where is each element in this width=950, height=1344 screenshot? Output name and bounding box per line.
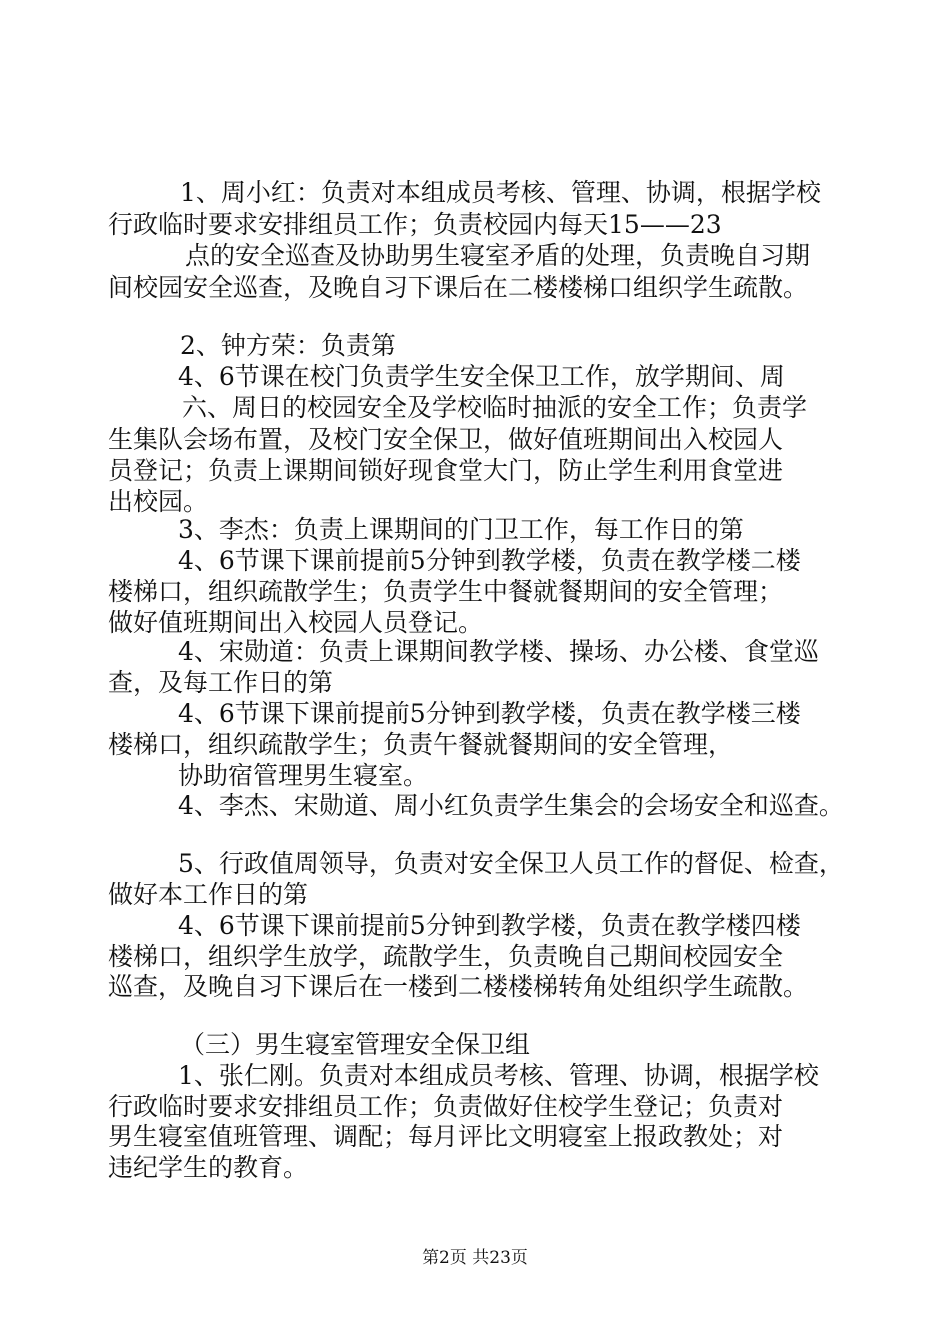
text-line: 4、6节课在校门负责学生安全保卫工作，放学期间、周	[178, 362, 785, 391]
text-line: 行政临时要求安排组员工作；负责校园内每天15——23	[108, 210, 722, 239]
text-line: 做好本工作日的第	[108, 880, 309, 909]
text-line: 巡查，及晚自习下课后在一楼到二楼楼梯转角处组织学生疏散。	[108, 972, 809, 1001]
text-line: 4、6节课下课前提前5分钟到教学楼，负责在教学楼三楼	[178, 699, 801, 728]
text-line: 生集队会场布置，及校门安全保卫，做好值班期间出入校园人	[108, 425, 784, 454]
text-line: 1、周小红：负责对本组成员考核、管理、协调，根据学校	[180, 178, 821, 207]
text-line: 六、周日的校园安全及学校临时抽派的安全工作；负责学	[182, 393, 808, 422]
text-line: 4、6节课下课前提前5分钟到教学楼，负责在教学楼二楼	[178, 546, 801, 575]
text-line: 员登记；负责上课期间锁好现食堂大门，防止学生利用食堂进	[108, 456, 784, 485]
text-line: 5、行政值周领导，负责对安全保卫人员工作的督促、检查，	[178, 849, 844, 878]
text-line: 违纪学生的教育。	[108, 1153, 309, 1182]
text-line: 点的安全巡查及协助男生寝室矛盾的处理，负责晚自习期	[185, 241, 811, 270]
text-line: 协助宿管理男生寝室。	[178, 761, 429, 790]
text-line: 楼梯口，组织疏散学生；负责学生中餐就餐期间的安全管理；	[108, 577, 784, 606]
text-line: 间校园安全巡查，及晚自习下课后在二楼楼梯口组织学生疏散。	[108, 273, 809, 302]
text-line: 行政临时要求安排组员工作；负责做好住校学生登记；负责对	[108, 1092, 784, 1121]
text-line: 3、李杰：负责上课期间的门卫工作，每工作日的第	[178, 515, 744, 544]
text-line: 男生寝室值班管理、调配；每月评比文明寝室上报政教处；对	[108, 1122, 784, 1151]
text-line: 出校园。	[108, 487, 209, 516]
text-line: 1、张仁刚。负责对本组成员考核、管理、协调，根据学校	[178, 1061, 819, 1090]
text-line: 查，及每工作日的第	[108, 668, 334, 697]
text-line: 2、钟方荣：负责第	[180, 331, 396, 360]
text-line: 4、李杰、宋勋道、周小红负责学生集会的会场安全和巡查。	[178, 791, 844, 820]
section-heading: （三）男生寝室管理安全保卫组	[180, 1030, 531, 1059]
text-line: 4、6节课下课前提前5分钟到教学楼，负责在教学楼四楼	[178, 911, 801, 940]
text-line: 4、宋勋道：负责上课期间教学楼、操场、办公楼、食堂巡	[178, 637, 819, 666]
text-line: 楼梯口，组织学生放学，疏散学生，负责晚自己期间校园安全	[108, 942, 784, 971]
text-line: 做好值班期间出入校园人员登记。	[108, 608, 484, 637]
page-footer: 第2页 共23页	[422, 1248, 528, 1268]
text-line: 楼梯口，组织疏散学生；负责午餐就餐期间的安全管理，	[108, 730, 734, 759]
